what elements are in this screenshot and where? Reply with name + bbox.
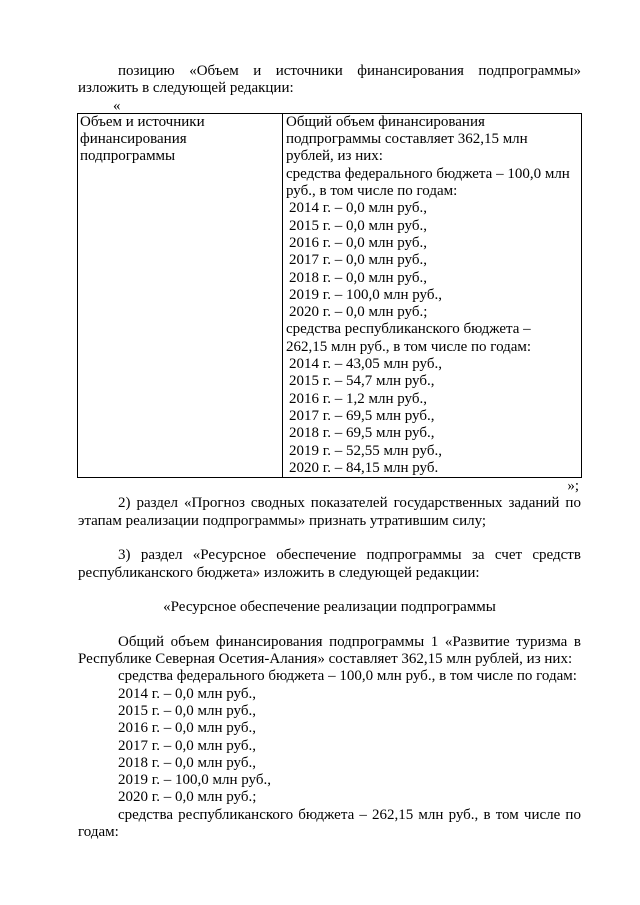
table-label-cell <box>78 114 283 477</box>
table-value-line: Общий объем финансирования <box>286 113 485 130</box>
word: в <box>573 633 581 650</box>
word: раздел <box>140 547 183 564</box>
section-line: средства федерального бюджета – 100,0 млн руб., в том числе по годам: <box>118 668 577 685</box>
item-3-line-2: республиканского бюджета» изложить в следующей редакции: <box>78 564 480 581</box>
word: 1 <box>430 633 439 650</box>
item-3-line-1 <box>78 547 581 564</box>
section-year-line: 2018 г. – 0,0 млн руб., <box>118 754 256 771</box>
table-value-line: рублей, из них: <box>286 148 383 165</box>
table-year-line: 2020 г. – 84,15 млн руб. <box>289 459 439 476</box>
close-quote: »; <box>567 478 579 495</box>
table-year-line: 2015 г. – 0,0 млн руб., <box>289 217 427 234</box>
word: раздел <box>136 495 179 512</box>
word: в <box>483 806 491 823</box>
table-value-line: подпрограммы составляет 362,15 млн <box>286 131 528 148</box>
word: заданий <box>508 495 560 512</box>
table-year-line: 2015 г. – 54,7 млн руб., <box>289 373 435 390</box>
passport-table <box>77 113 582 478</box>
word: числе <box>523 806 561 823</box>
table-year-line: 2019 г. – 52,55 млн руб., <box>289 442 442 459</box>
word: бюджета <box>298 806 355 823</box>
section-year-line: 2014 г. – 0,0 млн руб., <box>118 685 256 702</box>
intro-line-2: изложить в следующей редакции: <box>78 80 294 97</box>
word: подпрограммы <box>366 547 462 564</box>
word: «Развитие <box>444 633 510 650</box>
table-value-line: средства республиканского бюджета – <box>286 321 531 338</box>
word: подпрограммы <box>329 633 425 650</box>
item-2-line-1 <box>78 495 581 512</box>
table-year-line: 2014 г. – 43,05 млн руб., <box>289 356 442 373</box>
word: счет <box>494 547 523 564</box>
section-year-line: 2016 г. – 0,0 млн руб., <box>118 720 256 737</box>
table-year-line: 2017 г. – 69,5 млн руб., <box>289 407 435 424</box>
table-year-line: 2020 г. – 0,0 млн руб.; <box>289 304 428 321</box>
word: и <box>253 63 262 79</box>
table-label-line: финансирования <box>80 131 187 148</box>
table-year-line: 2017 г. – 0,0 млн руб., <box>289 252 427 269</box>
section-line: годам: <box>78 824 119 841</box>
table-year-line: 2018 г. – 0,0 млн руб., <box>289 269 427 286</box>
table-value-line: руб., в том числе по годам: <box>286 183 458 200</box>
table-label-line: подпрограммы <box>80 148 176 165</box>
word: – <box>359 806 367 823</box>
table-year-line: 2019 г. – 100,0 млн руб., <box>289 286 442 303</box>
section-year-line: 2020 г. – 0,0 млн руб.; <box>118 789 257 806</box>
table-label-line: Объем и источники <box>80 113 205 130</box>
word: 2) <box>118 495 131 512</box>
section-heading: «Ресурсное обеспечение реализации подпрограммы <box>163 599 496 616</box>
word: финансирования <box>215 633 323 650</box>
word: обеспечение <box>276 547 357 564</box>
table-value-line: 262,15 млн руб., в том числе по годам: <box>286 338 532 355</box>
word: финансирования <box>357 63 464 79</box>
blank-line <box>78 617 581 634</box>
table-year-line: 2016 г. – 1,2 млн руб., <box>289 390 427 407</box>
document-body <box>78 63 581 841</box>
word: подпрограммы» <box>478 63 581 79</box>
word: по <box>565 806 581 823</box>
word: по <box>565 495 581 512</box>
table-year-line: 2016 г. – 0,0 млн руб., <box>289 234 427 251</box>
word: источники <box>275 63 343 79</box>
intro-line-1 <box>78 63 581 80</box>
table-value-line: средства федерального бюджета – 100,0 млн <box>286 165 570 182</box>
section-line <box>78 634 581 651</box>
section-year-line: 2017 г. – 0,0 млн руб., <box>118 737 256 754</box>
word: «Объем <box>189 63 239 79</box>
word: позицию <box>118 63 175 79</box>
section-year-line: 2015 г. – 0,0 млн руб., <box>118 702 256 719</box>
table-year-line: 2018 г. – 69,5 млн руб., <box>289 425 435 442</box>
section-line <box>78 807 581 824</box>
open-quote: « <box>113 97 121 114</box>
section-year-line: 2019 г. – 100,0 млн руб., <box>118 772 271 789</box>
table-value-cell <box>283 114 581 477</box>
word: Общий <box>118 633 165 650</box>
table-year-line: 2014 г. – 0,0 млн руб., <box>289 200 427 217</box>
word: 3) <box>118 547 131 564</box>
word: руб., <box>448 806 479 823</box>
word: республиканского <box>178 806 294 823</box>
word: сводных <box>250 495 305 512</box>
word: «Прогноз <box>184 495 245 512</box>
word: за <box>471 547 485 564</box>
word: средств <box>532 547 581 564</box>
blank-line <box>78 582 581 599</box>
blank-line <box>78 530 581 547</box>
word: средства <box>118 806 174 823</box>
word: объем <box>170 633 210 650</box>
word: «Ресурсное <box>192 547 266 564</box>
word: показателей <box>310 495 388 512</box>
item-2-line-2: этапам реализации подпрограммы» признать утратившим силу; <box>78 512 487 529</box>
word: 262,15 <box>372 806 414 823</box>
word: государственных <box>393 495 503 512</box>
section-line: Республике Северная Осетия-Алания» составляет 362,15 млн рублей, из них: <box>78 651 573 668</box>
word: туризма <box>516 633 568 650</box>
word: млн <box>418 806 444 823</box>
word: том <box>495 806 519 823</box>
